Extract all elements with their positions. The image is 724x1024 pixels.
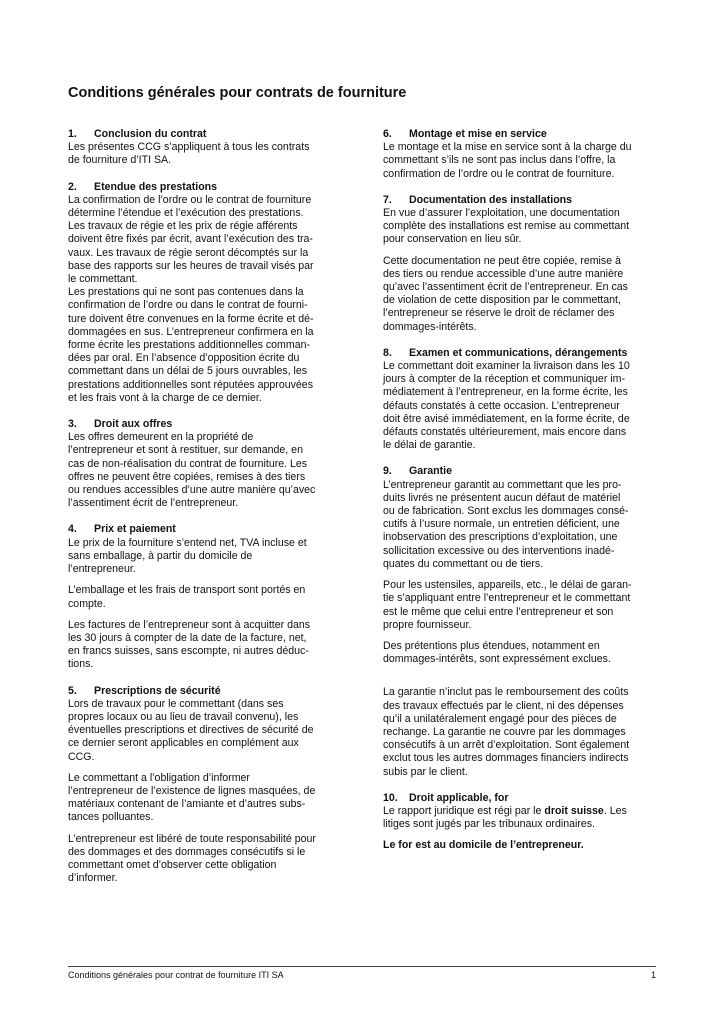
- paragraph: La garantie n’inclut pas le remboursement des coûts des travaux effectués par le client, ni des dépenses qu’il a unilatéralement engagé pour des pièces de rechange. La garantie ne couvre par les dommages consécutifs à un arrêt d’exploitation. Sont également exclut tous les autres dommages financiers indirects subis par le client.: [383, 686, 630, 778]
- text-run: Le rapport juridique est régi par le: [383, 804, 545, 817]
- section-2: [68, 181, 340, 405]
- section-6: [383, 128, 655, 181]
- section-heading: [68, 418, 340, 431]
- section-heading: [68, 685, 340, 698]
- section-heading: [383, 194, 655, 207]
- section-title: Prescriptions de sécurité: [94, 684, 221, 697]
- paragraph: Le montage et la mise en service sont à la charge du commettant s’ils ne sont pas inclus dans l’offre, la confirmation de l’ordre ou le contrat de fourniture.: [383, 141, 632, 180]
- paragraph: L’emballage et les frais de transport sont portés en compte.: [68, 584, 306, 610]
- section-title: Montage et mise en service: [409, 128, 547, 140]
- section-number: 8.: [383, 346, 392, 359]
- section-8: [383, 347, 655, 453]
- paragraph: Le commettant doit examiner la livraison dans les 10 jours à compter de la réception et communiquer im- médiatement à l’entrepreneur, en la forme écrite, les défauts constatés à cette occasion. L’entrepreneur doit être avisé immédiatement, en la forme écrite, de défauts constatés ultérieurement, mais encore dans le délai de garantie.: [383, 360, 630, 452]
- paragraph: L’entrepreneur est libéré de toute responsabilité pour des dommages et des dommages consécutifs si le commettant omet d’observer cette obligation d’informer.: [68, 832, 316, 885]
- section-heading: [383, 128, 655, 141]
- section-number: 9.: [383, 465, 392, 478]
- section-title: Conclusion du contrat: [94, 128, 207, 140]
- paragraph: Les présentes CCG s’appliquent à tous les contrats de fourniture d’ITI SA.: [68, 141, 310, 167]
- paragraph: Les factures de l’entrepreneur sont à acquitter dans les 30 jours à compter de la date de la facture, net, en francs suisses, sans escompte, ni autres déduc- tions.: [68, 618, 311, 671]
- paragraph: Le commettant a l’obligation d’informer l’entrepreneur de l’existence de lignes masquées, de matériaux contenant de l’amiante et d’autres subs- tances polluantes.: [68, 771, 316, 824]
- section-title: Etendue des prestations: [94, 180, 218, 193]
- section-3: [68, 418, 340, 510]
- paragraph: L’entrepreneur garantit au commettant que les pro- duits livrés ne présentent aucun défaut de matériel ou de fabrication. Sont exclus les dommages consé- cutifs à l’usure normale, un entretien déficient, une inobservation des prescriptions d’exploitation, une sollicitation excessive ou des interventions inadé- quates du commettant ou de tiers.: [383, 478, 629, 570]
- paragraph: Le prix de la fourniture s’entend net, TVA incluse et sans emballage, à partir du domicile de l’entrepreneur.: [68, 536, 307, 576]
- section-heading: [68, 523, 340, 536]
- left-column: [68, 128, 340, 898]
- section-number: 6.: [383, 128, 392, 140]
- section-number: 3.: [68, 418, 77, 431]
- paragraph: La confirmation de l’ordre ou le contrat de fourniture détermine l’étendue et l’exécution des prestations. Les travaux de régie et les prix de régie afférents doivent être fixés par écrit, avant l’exécution des tra- vaux. Les travaux de régie seront décomptés sur la base des rapports sur les heures de travail visés par le commettant. Les prestations qui ne sont pas contenues dans la confirmation de l’ordre ou dans le contrat de fourni- ture doivent être convenues en la forme écrite et dé- dommagées en sus. L’entrepreneur confirmera en la forme écrite les prestations additionnelles comman- dées par oral. En l’absence d’opposition écrite du commettant dans un délai de 5 jours ouvrables, les prestations additionnelles sont réputées approuvées et les frais vont à la charge de ce dernier.: [68, 193, 314, 404]
- section-heading: [68, 181, 340, 194]
- document-title: Conditions générales pour contrats de fourniture: [68, 85, 407, 101]
- section-number: 2.: [68, 180, 77, 193]
- section-number: 4.: [68, 523, 77, 536]
- bold-text-run: droit suisse: [544, 804, 604, 817]
- section-title: Droit aux offres: [94, 418, 173, 431]
- section-heading: [383, 347, 655, 360]
- paragraph: En vue d’assurer l’exploitation, une documentation complète des installations est remise au commettant pour conservation en lieu sûr.: [383, 207, 630, 246]
- section-title: Prix et paiement: [94, 523, 176, 536]
- section-title: Documentation des installations: [409, 193, 573, 206]
- paragraph: Lors de travaux pour le commettant (dans ses propres locaux ou au lieu de travail convenu), les éventuelles prescriptions et directives de sécurité de ce dernier seront applicables en complément aux CCG.: [68, 697, 314, 763]
- section-title: Examen et communications, dérangements: [409, 346, 628, 359]
- section-title: Garantie: [409, 465, 452, 478]
- paragraph: Pour les ustensiles, appareils, etc., le délai de garan- tie s’appliquant entre l’entrepreneur et le commettant est le même que celui entre l’entrepreneur et son propre fournisseur.: [383, 579, 632, 631]
- section-10: [383, 792, 655, 853]
- text-run: . Les litiges sont jugés par les tribunaux ordinaires.: [383, 804, 627, 831]
- page-footer: [68, 966, 656, 980]
- paragraph: Des prétentions plus étendues, notamment en dommages-intérêts, sont expressément exclues.: [383, 639, 611, 666]
- paragraph: Cette documentation ne peut être copiée, remise à des tiers ou rendue accessible d’une autre manière qu’avec l’assentiment écrit de l’entrepreneur. En cas de violation de cette disposition par le commettant, l’entrepreneur se réserve le droit de réclamer des dommages-intérêts.: [383, 254, 628, 333]
- section-heading: [383, 792, 655, 805]
- section-9: [383, 465, 655, 778]
- section-title: Droit applicable, for: [409, 791, 509, 804]
- section-5: [68, 685, 340, 886]
- section-4: [68, 523, 340, 671]
- section-number: 1.: [68, 128, 77, 140]
- section-7: [383, 194, 655, 334]
- right-column: [383, 128, 655, 866]
- section-heading: [68, 128, 340, 141]
- paragraph: Le for est au domicile de l’entrepreneur.: [383, 839, 584, 852]
- spacer: [383, 674, 655, 686]
- section-number: 5.: [68, 684, 77, 697]
- paragraph: [383, 805, 655, 831]
- section-heading: [383, 465, 655, 478]
- section-number: 7.: [383, 193, 392, 206]
- paragraph: Les offres demeurent en la propriété de l’entrepreneur et sont à restituer, sur demande, en cas de non-réalisation du contrat de fourniture. Les offres ne peuvent être copiées, remises à des tiers ou rendues accessibles d’une autre manière qu’avec l’assentiment écrit de l’entrepreneur.: [68, 431, 316, 510]
- page-number: 1: [650, 970, 656, 980]
- section-number: 10.: [383, 791, 398, 804]
- footer-text: Conditions générales pour contrat de fourniture ITI SA: [68, 970, 284, 980]
- section-1: [68, 128, 340, 168]
